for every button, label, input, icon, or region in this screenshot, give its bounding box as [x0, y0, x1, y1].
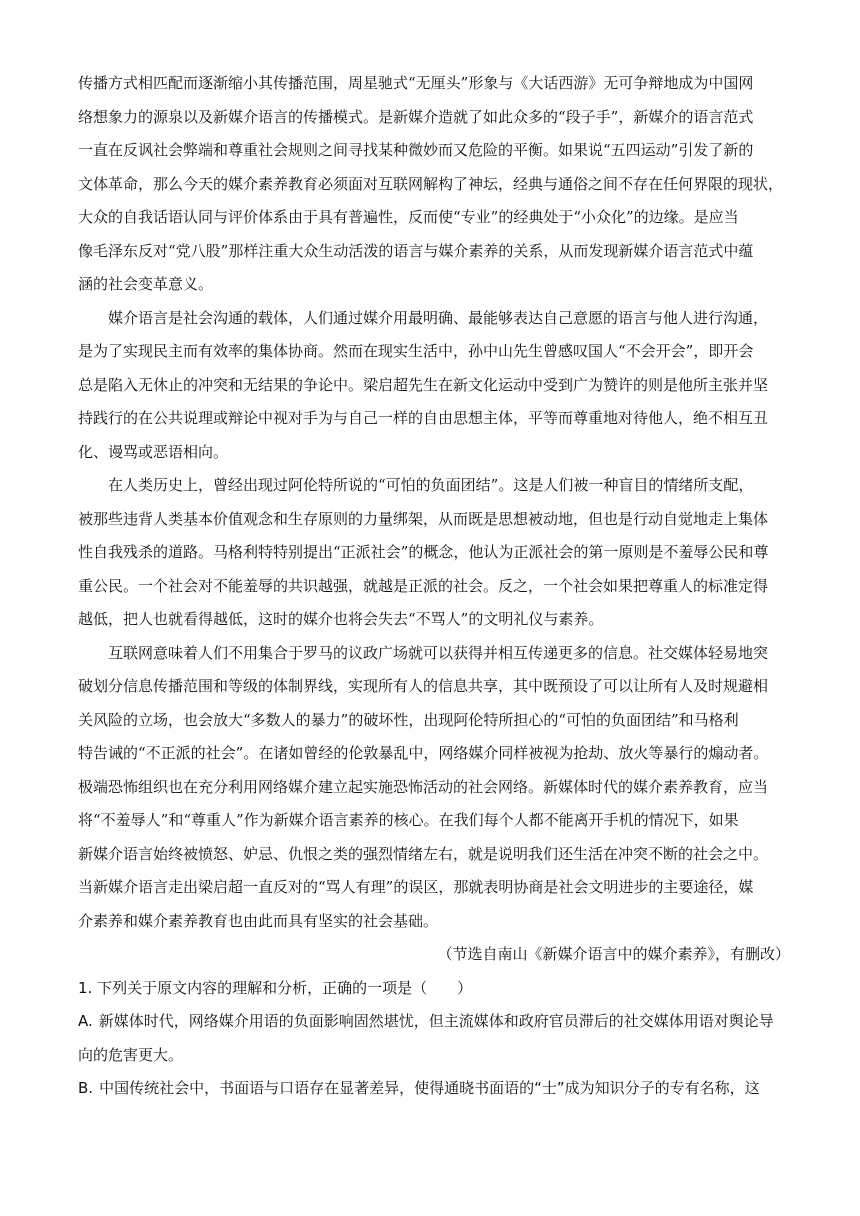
- text-line: 是为了实现民主而有效率的集体协商。然而在现实生活中，孙中山先生曾感叹国人“不会开会”，即开会: [78, 342, 754, 360]
- option-b: [78, 1072, 790, 1106]
- passage-source: （节选自南山《新媒介语言中的媒介素养》，有删改）: [437, 945, 790, 963]
- text-line: 传播方式相匹配而逐渐缩小其传播范围，周星驰式“无厘头”形象与《大话西游》无可争辩地成为中国网: [78, 74, 754, 92]
- text-line: 关风险的立场，也会放大“多数人的暴力”的破坏性，出现阿伦特所担心的“可怕的负面团结”和马格利: [78, 710, 739, 729]
- text-line: 重公民。一个社会对不能羞辱的共识越强，就越是正派的社会。反之，一个社会如果把尊重人的标准定得: [78, 576, 769, 595]
- text-line: 互联网意味着人们不用集合于罗马的议政广场就可以获得并相互传递更多的信息。社交媒体轻易地突: [108, 643, 769, 662]
- text-line: 媒介语言是社会沟通的载体，人们通过媒介用最明确、最能够表达自己意愿的语言与他人进行沟通，: [108, 308, 769, 327]
- text-line: 在人类历史上，曾经出现过阿伦特所说的“可怕的负面团结”。这是人们被一种盲目的情绪所支配，: [108, 476, 754, 494]
- text-line: 像毛泽东反对“党八股”那样注重大众生动活泼的语言与媒介素养的关系，从而发现新媒介语言范式中蕴: [78, 241, 754, 260]
- option-label: B.: [78, 1079, 94, 1097]
- text-line: 大众的自我话语认同与评价体系由于具有普遍性，反而使“专业”的经典处于“小众化”的边缘。是应当: [78, 208, 739, 226]
- text-line: 一直在反讽社会弊端和尊重社会规则之间寻找某种微妙而又危险的平衡。如果说“五四运动”引发了新的: [78, 141, 754, 159]
- text-line: 破划分信息传播范围和等级的体制界线，实现所有人的信息共享，其中既预设了可以让所有人及时规避相: [78, 677, 769, 695]
- text-line: 性自我残杀的道路。马格利特特别提出“正派社会”的概念，他认为正派社会的第一原则是不羞辱公民和尊: [78, 543, 769, 561]
- text-line: 将“不羞辱人”和“尊重人”作为新媒介语言素养的核心。在我们每个人都不能离开手机的情况下，如果: [78, 811, 739, 829]
- text-line: 涵的社会变革意义。: [78, 275, 214, 293]
- text-line: 化、谩骂或恶语相向。: [78, 442, 229, 461]
- text-line: 文体革命，那么今天的媒介素养教育必须面对互联网解构了神坛，经典与通俗之间不存在任何界限的现状，: [78, 174, 784, 193]
- question-stem: 1. 下列关于原文内容的理解和分析，正确的一项是（ ）: [78, 978, 473, 997]
- text-line: 持践行的在公共说理或辩论中视对手为与自己一样的自由思想主体，平等而尊重地对待他人，绝不相互丑: [78, 409, 769, 427]
- paragraph-3: [78, 469, 790, 637]
- option-text: 中国传统社会中，书面语与口语存在显著差异，使得通晓书面语的“士”成为知识分子的专有名称，这: [99, 1079, 760, 1097]
- option-a: [78, 1005, 790, 1072]
- passage: [78, 67, 790, 972]
- text-line: 络想象力的源泉以及新媒介语言的传播模式。是新媒介造就了如此众多的“段子手”，新媒介的语言范式: [78, 107, 754, 126]
- option-label: A.: [78, 1012, 93, 1030]
- option-line: [78, 1072, 790, 1106]
- paragraph-4: [78, 637, 790, 939]
- paragraph-1: [78, 67, 790, 302]
- text-line: 总是陷入无休止的冲突和无结果的争论中。梁启超先生在新文化运动中受到广为赞许的则是他所主张并坚: [78, 375, 769, 394]
- text-line: 被那些违背人类基本价值观念和生存原则的力量绑架，从而既是思想被动地，但也是行动自觉地走上集体: [78, 509, 769, 528]
- text-line: 特告诫的“不正派的社会”。在诸如曾经的伦敦暴乱中，网络媒介同样被视为抢劫、放火等暴行的煽动者。: [78, 744, 769, 762]
- text-line: 极端恐怖组织也在充分利用网络媒介建立起实施恐怖活动的社会网络。新媒体时代的媒介素养教育，应当: [78, 777, 769, 796]
- text-line: 新媒介语言始终被愤怒、妒忌、仇恨之类的强烈情绪左右，就是说明我们还生活在冲突不断的社会之中。: [78, 844, 769, 863]
- option-line: [78, 1005, 790, 1039]
- option-text: 向的危害更大。: [78, 1045, 184, 1064]
- question-block: [78, 972, 790, 1106]
- text-line: 介素养和媒介素养教育也由此而具有坚实的社会基础。: [78, 911, 439, 930]
- option-line: [78, 1039, 790, 1073]
- text-line: 当新媒介语言走出梁启超一直反对的“骂人有理”的误区，那就表明协商是社会文明进步的主要途径，媒: [78, 878, 754, 896]
- text-line: 越低，把人也就看得越低，这时的媒介也将会失去“不骂人”的文明礼仪与素养。: [78, 610, 604, 628]
- paragraph-2: [78, 302, 790, 470]
- option-text: 新媒体时代，网络媒介用语的负面影响固然堪忧，但主流媒体和政府官员滞后的社交媒体用语对舆论导: [98, 1012, 774, 1030]
